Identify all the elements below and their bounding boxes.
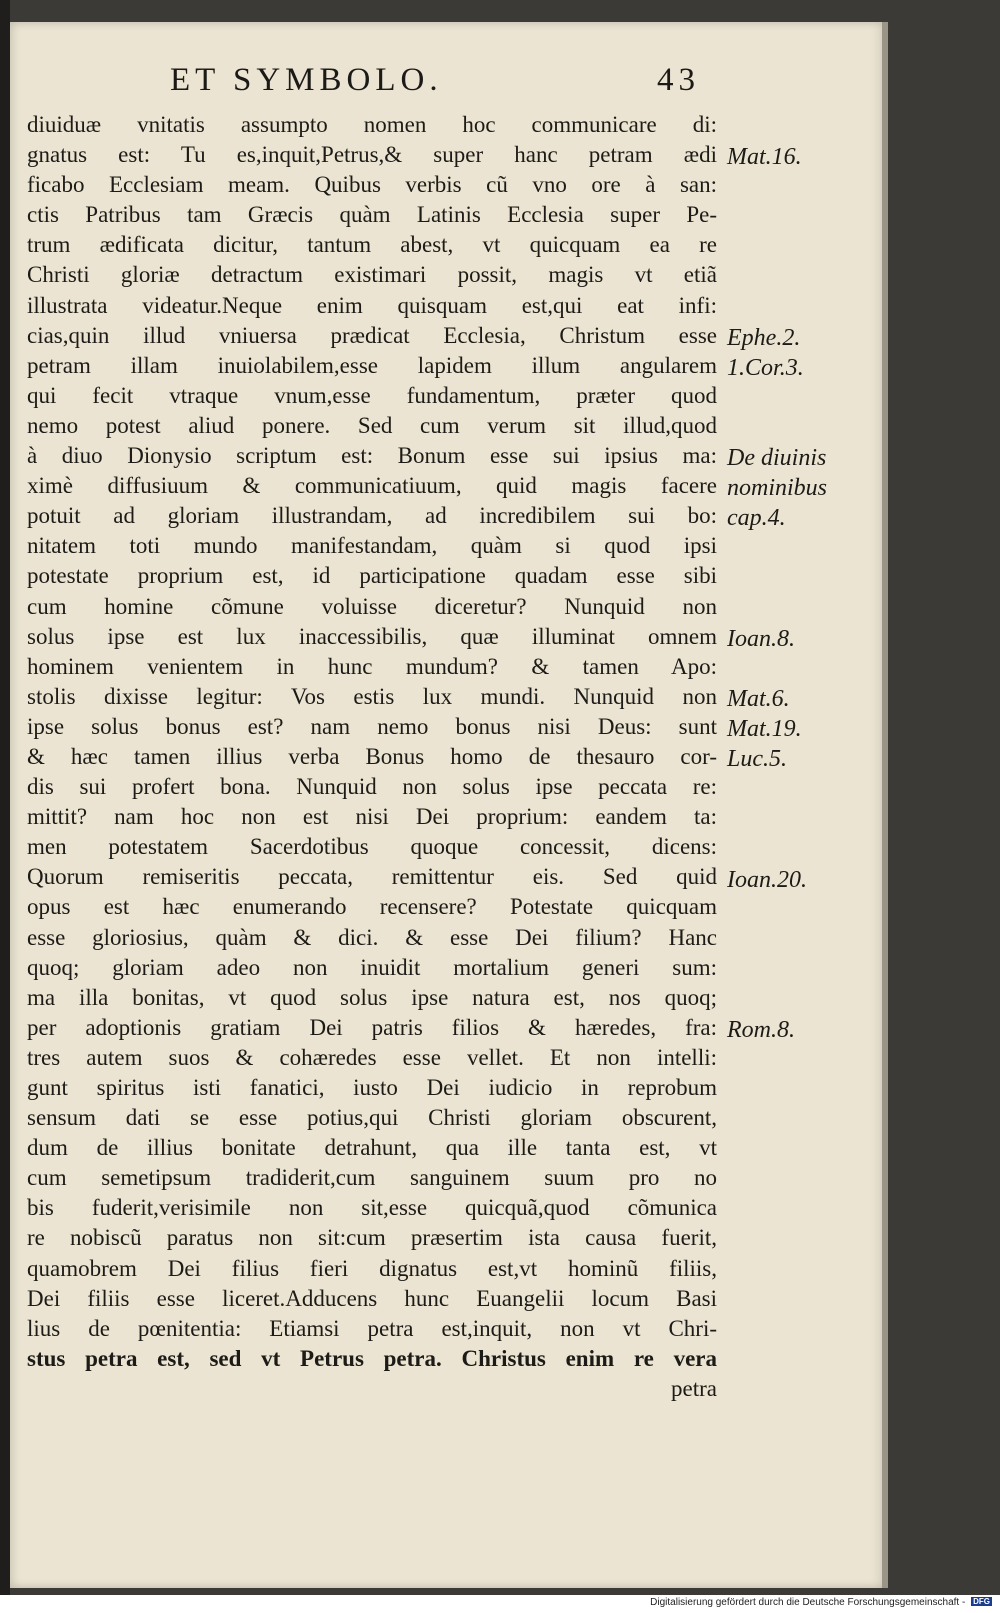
text-line: opus est hæc enumerando recensere? Potestate quicquam xyxy=(27,894,717,920)
credit-text: Digitalisierung gefördert durch die Deutsche Forschungsgemeinschaft - xyxy=(650,1597,966,1608)
margin-note: Mat.6. xyxy=(727,685,790,712)
text-line: petram illam inuiolabilem,esse lapidem illum angularem xyxy=(27,352,717,378)
text-line: illustrata videatur.Neque enim quisquam est,qui eat infi: xyxy=(27,292,717,318)
text-line: quamobrem Dei filius fieri dignatus est,vt hominũ filiis, xyxy=(27,1255,717,1281)
text-line: trum ædificata dicitur, tantum abest, vt quicquam ea re xyxy=(27,232,717,258)
text-line: Dei filiis esse liceret.Adducens hunc Euangelii locum Basi xyxy=(27,1285,717,1311)
text-line: cias,quin illud vniuersa prædicat Ecclesia, Christum esse xyxy=(27,322,717,348)
text-line: tres autem suos & cohæredes esse vellet. Et non intelli: xyxy=(27,1044,717,1070)
text-line: potestate proprium est, id participatione quadam esse sibi xyxy=(27,563,717,589)
text-line: ximè diffusiuum & communicatiuum, quid magis facere xyxy=(27,473,717,499)
text-line: qui fecit vtraque vnum,esse fundamentum, præter quod xyxy=(27,382,717,408)
text-line: re nobiscũ paratus non sit:cum præsertim ista causa fuerit, xyxy=(27,1225,717,1251)
text-line: diuiduæ vnitatis assumpto nomen hoc communicare di: xyxy=(27,112,717,137)
text-line: sensum dati se esse potius,qui Christi gloriam obscurent, xyxy=(27,1105,717,1131)
text-line: bis fuderit,verisimile non sit,esse quicquã,quod cõmunica xyxy=(27,1195,717,1221)
scan-frame xyxy=(0,0,10,1613)
margin-note: De diuinis xyxy=(727,445,827,472)
page-number: 43 xyxy=(657,62,700,98)
text-line: nemo potest aliud ponere. Sed cum verum sit illud,quod xyxy=(27,412,717,438)
text-line: Christi gloriæ detractum existimari possit, magis vt etiã xyxy=(27,262,717,288)
digitization-credit xyxy=(650,1597,992,1608)
running-title: ET SYMBOLO. xyxy=(170,62,443,98)
body-text xyxy=(27,110,828,1404)
text-line: stolis dixisse legitur: Vos estis lux mundi. Nunquid non xyxy=(27,683,717,709)
text-line: quoq; gloriam adeo non inuidit mortalium generi sum: xyxy=(27,954,717,980)
margin-note: Ioan.8. xyxy=(727,625,795,652)
text-line: cum semetipsum tradiderit,cum sanguinem suum pro no xyxy=(27,1165,717,1191)
page-edge xyxy=(882,22,888,1588)
text-line: dis sui profert bona. Nunquid non solus ipse peccata re: xyxy=(27,774,717,800)
text-line: ficabo Ecclesiam meam. Quibus verbis cũ vno ore à san: xyxy=(27,172,717,198)
text-line: ma illa bonitas, vt quod solus ipse natura est, nos quoq; xyxy=(27,984,717,1010)
text-line: solus ipse est lux inaccessibilis, quæ illuminat omnem xyxy=(27,623,717,649)
text-line: stus petra est, sed vt Petrus petra. Christus enim re vera xyxy=(27,1345,717,1371)
margin-note: Mat.16. xyxy=(727,144,802,171)
margin-note: cap.4. xyxy=(727,505,786,532)
text-line: mittit? nam hoc non est nisi Dei proprium: eandem ta: xyxy=(27,804,717,830)
margin-note: 1.Cor.3. xyxy=(727,354,804,381)
text-line: lius de pœnitentia: Etiamsi petra est,inquit, non vt Chri- xyxy=(27,1315,717,1341)
text-line: ctis Patribus tam Græcis quàm Latinis Ecclesia super Pe- xyxy=(27,202,717,228)
text-line: à diuo Dionysio scriptum est: Bonum esse sui ipsius ma: xyxy=(27,443,717,469)
text-line: potuit ad gloriam illustrandam, ad incredibilem sui bo: xyxy=(27,503,717,529)
margin-note: nominibus xyxy=(727,475,828,502)
text-line: gnatus est: Tu es,inquit,Petrus,& super hanc petram ædi xyxy=(27,142,717,168)
text-line: men potestatem Sacerdotibus quoque concessit, dicens: xyxy=(27,834,717,860)
margin-note: Ephe.2. xyxy=(727,324,801,351)
margin-note: Luc.5. xyxy=(727,746,787,773)
text-line: per adoptionis gratiam Dei patris filios & hæredes, fra: xyxy=(27,1014,717,1040)
text-line: petra xyxy=(671,1375,717,1401)
text-line: hominem venientem in hunc mundum? & tamen Apo: xyxy=(27,653,717,679)
text-line: gunt spiritus isti fanatici, iusto Dei iudicio in reprobum xyxy=(27,1075,717,1100)
text-line: Quorum remiseritis peccata, remittentur eis. Sed quid xyxy=(27,864,717,890)
margin-note: Mat.19. xyxy=(727,716,802,742)
text-line: & hæc tamen illius verba Bonus homo de thesauro cor- xyxy=(27,743,717,769)
margin-note: Rom.8. xyxy=(727,1017,795,1043)
text-line: dum de illius bonitate detrahunt, qua ille tanta est, vt xyxy=(27,1135,717,1161)
text-line: ipse solus bonus est? nam nemo bonus nisi Deus: sunt xyxy=(27,713,717,739)
margin-note: Ioan.20. xyxy=(727,866,807,893)
text-line: cum homine cõmune voluisse diceretur? Nunquid non xyxy=(27,593,717,619)
text-line: esse gloriosius, quàm & dici. & esse Dei filium? Hanc xyxy=(27,924,717,950)
dfg-logo: DFG xyxy=(973,1597,990,1606)
text-line: nitatem toti mundo manifestandam, quàm si quod ipsi xyxy=(27,533,717,559)
